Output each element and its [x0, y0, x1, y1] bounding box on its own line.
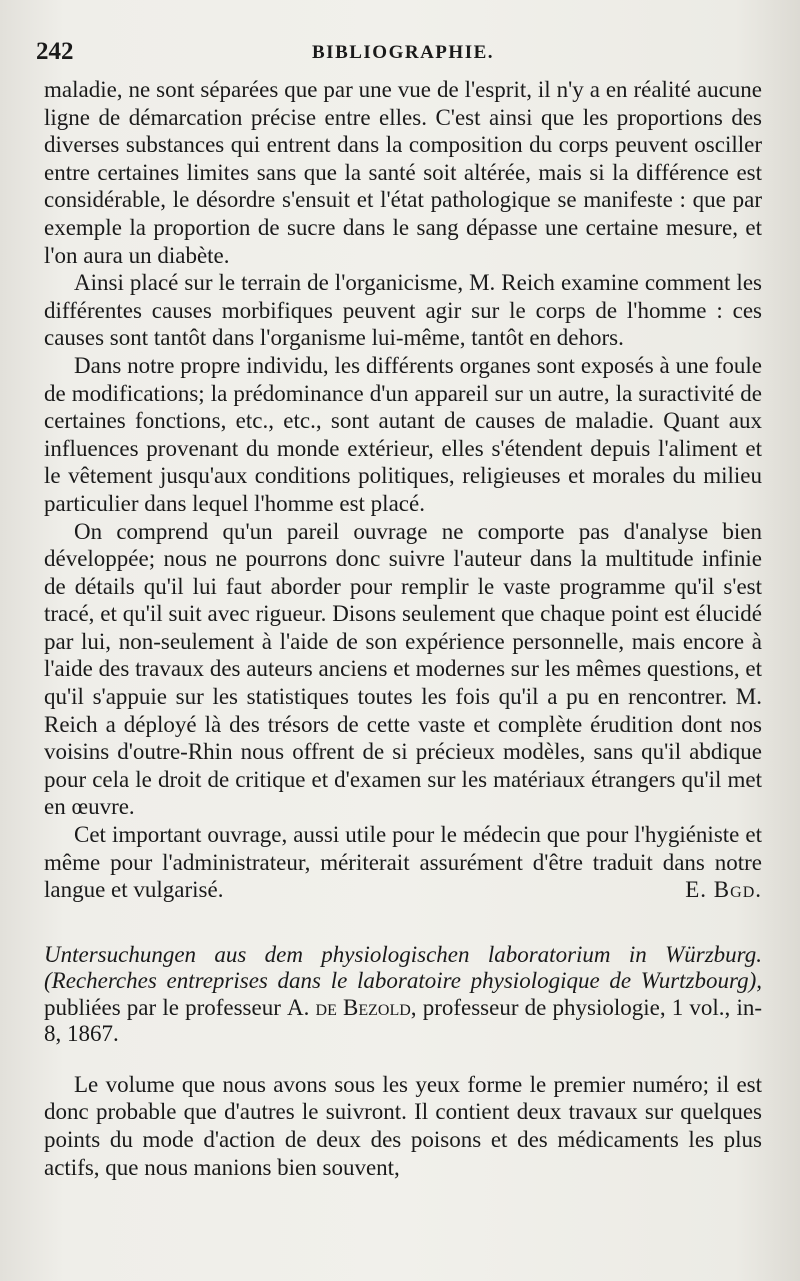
running-title: BIBLIOGRAPHIE.	[312, 42, 495, 63]
paragraph-analyse: On comprend qu'un pareil ouvrage ne comporte pas d'analyse bien développée; nous ne pourrons donc suivre l'auteur dans la multitude infinie de détails qu'il lui faut aborder pour remplir le vaste programme qu'il s'est tracé, et qu'il suit avec rigueur. Disons seulement que chaque point est élucidé par lui, non-seulement à l'aide de son expérience personnelle, mais encore à l'aide des travaux des auteurs anciens et modernes sur les mêmes questions, et qu'il s'appuie sur les statistiques toutes les fois qu'il a pu en rencontrer. M. Reich a déployé là des trésors de cette vaste et complète érudition dont nos voisins d'outre-Rhin nous offrent de si précieux modèles, sans qu'il abdique pour cela le droit de critique et d'examen sur les matériaux étrangers qu'il met en œuvre.	[44, 518, 762, 820]
paragraph-organicisme: Ainsi placé sur le terrain de l'organicisme, M. Reich examine comment les différentes causes morbifiques peuvent agir sur le corps de l'homme : ces causes sont tantôt dans l'organisme lui-même, tantôt en dehors.	[44, 270, 762, 351]
author-name: A. de Bezold,	[287, 994, 417, 1020]
title-german: Untersuchungen aus dem physiologischen laboratorium in Würzburg.	[44, 941, 762, 967]
conclusion-text: Cet important ouvrage, aussi utile pour le médecin que pour l'hygiéniste et même pour l'administrateur, mériterait assurément d'être traduit dans notre langue et vulgarisé.	[44, 822, 762, 903]
paragraph-individu: Dans notre propre individu, les différents organes sont exposés à une foule de modifications; la prédominance d'un appareil sur un autre, la suractivité de certaines fonctions, etc., etc., sont autant de causes de maladie. Quant aux influences provenant du monde extérieur, elles s'étendent depuis l'aliment et le vêtement jusqu'aux conditions politiques, religieuses et morales du milieu particulier dans lequel l'homme est placé.	[44, 352, 762, 516]
page-number: 242	[36, 38, 74, 65]
review-heading	[44, 942, 762, 1048]
page-header	[36, 38, 760, 74]
author-role: professeur de physiologie, 1 vol., in-8, 1867.	[44, 994, 762, 1047]
page-body	[44, 76, 762, 1181]
title-french: (Recherches entreprises dans le laboratoire physiologique de Wurtzbourg),	[44, 968, 762, 994]
review-signature: E. Bgd.	[685, 877, 762, 903]
publisher-text: publiées par le professeur	[44, 994, 281, 1020]
paragraph-continuation: maladie, ne sont séparées que par une vue de l'esprit, il n'y a en réalité aucune ligne de démarcation précise entre elles. C'est ainsi que les proportions des diverses substances qui entrent dans la composition du corps peuvent osciller entre certaines limites sans que la santé soit altérée, mais si la différence est considérable, le désordre s'ensuit et l'état pathologique se manifeste : que par exemple la proportion de sucre dans le sang dépasse une certaine mesure, et l'on aura un diabète.	[44, 77, 762, 268]
paragraph-volume: Le volume que nous avons sous les yeux forme le premier numéro; il est donc probable que d'autres le suivront. Il contient deux travaux sur quelques points du mode d'action de deux des poisons et des médicaments les plus actifs, que nous manions bien souvent,	[44, 1071, 762, 1180]
paragraph-conclusion	[44, 821, 762, 904]
